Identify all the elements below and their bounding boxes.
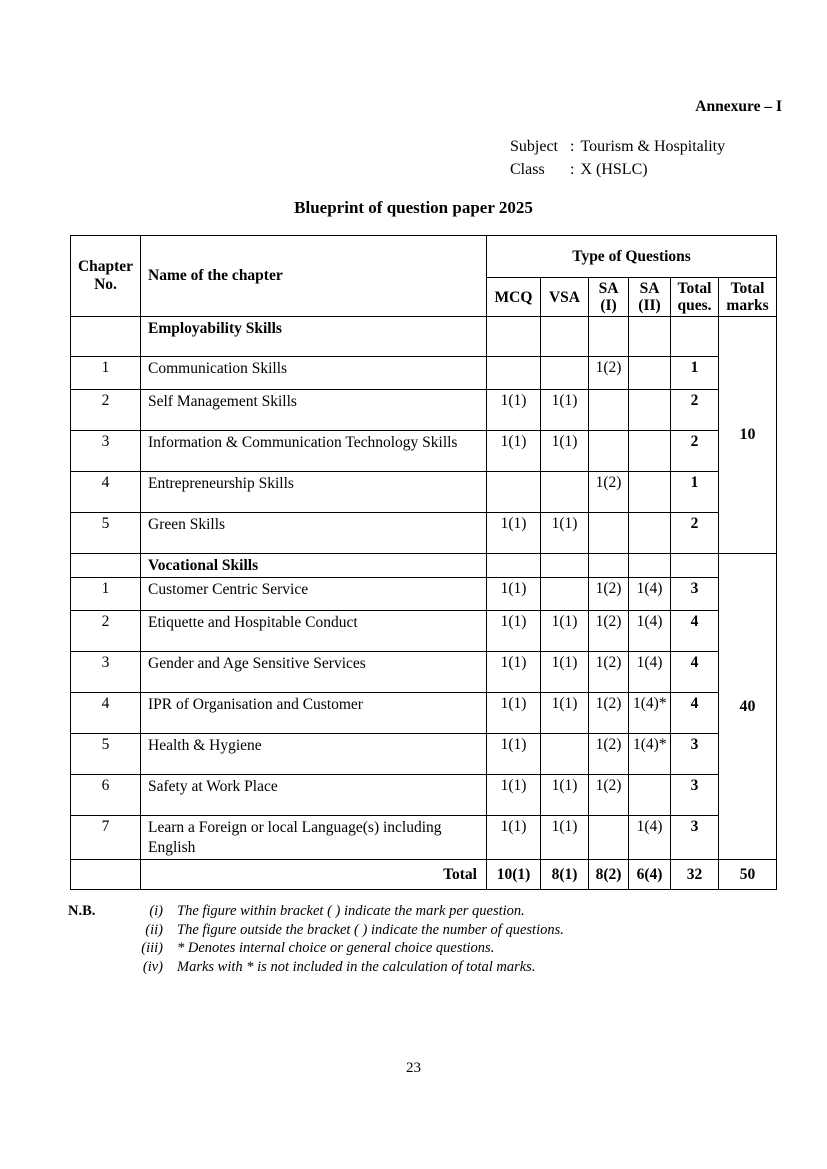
cell-total-ques xyxy=(671,317,719,357)
cell-sa1 xyxy=(589,554,629,578)
cell-vsa: 1(1) xyxy=(541,513,589,554)
header-chapter-no: Chapter No. xyxy=(71,236,141,317)
cell-mcq-total: 10(1) xyxy=(487,860,541,890)
cell-vsa xyxy=(541,734,589,775)
table-row xyxy=(71,390,777,431)
page-number: 23 xyxy=(406,1060,421,1076)
subject-colon: : xyxy=(570,138,575,155)
annexure-label: Annexure – I xyxy=(695,98,782,115)
section-row-vocational xyxy=(71,554,777,578)
cell-chapter-no: 4 xyxy=(71,472,141,513)
cell-vsa xyxy=(541,578,589,611)
cell-sa1: 1(2) xyxy=(589,357,629,390)
cell-chapter-no xyxy=(71,860,141,890)
section-row-employability xyxy=(71,317,777,357)
cell-mcq xyxy=(487,472,541,513)
cell-chapter-name: Etiquette and Hospitable Conduct xyxy=(141,611,487,652)
cell-vsa: 1(1) xyxy=(541,611,589,652)
table-row xyxy=(71,652,777,693)
cell-mcq: 1(1) xyxy=(487,775,541,816)
cell-total-ques: 3 xyxy=(671,734,719,775)
cell-sa2 xyxy=(629,357,671,390)
cell-vsa xyxy=(541,317,589,357)
cell-vsa xyxy=(541,554,589,578)
table-row xyxy=(71,611,777,652)
cell-sa1 xyxy=(589,513,629,554)
cell-chapter-no xyxy=(71,317,141,357)
cell-mcq xyxy=(487,554,541,578)
cell-chapter-no: 2 xyxy=(71,611,141,652)
cell-chapter-name: Entrepreneurship Skills xyxy=(141,472,487,513)
note-number: (iv) xyxy=(142,959,163,976)
table-total-row xyxy=(71,860,777,890)
class-label: Class xyxy=(510,160,545,178)
cell-sa2 xyxy=(629,431,671,472)
table-row xyxy=(71,472,777,513)
cell-sa1: 1(2) xyxy=(589,578,629,611)
notes-section xyxy=(68,903,708,978)
cell-sa1 xyxy=(589,317,629,357)
cell-sa2: 1(4) xyxy=(629,652,671,693)
cell-sa1: 1(2) xyxy=(589,734,629,775)
cell-total-ques-total: 32 xyxy=(671,860,719,890)
note-text: The figure within bracket ( ) indicate the mark per question. xyxy=(177,903,525,919)
cell-sa2 xyxy=(629,472,671,513)
cell-sa2 xyxy=(629,317,671,357)
cell-total-ques: 3 xyxy=(671,775,719,816)
table-row xyxy=(71,775,777,816)
header-sa2: SA (II) xyxy=(629,278,671,317)
cell-mcq: 1(1) xyxy=(487,816,541,860)
cell-chapter-no: 7 xyxy=(71,816,141,860)
cell-vsa: 1(1) xyxy=(541,693,589,734)
cell-total-ques: 4 xyxy=(671,611,719,652)
cell-mcq: 1(1) xyxy=(487,693,541,734)
cell-chapter-no: 5 xyxy=(71,734,141,775)
cell-chapter-name: Green Skills xyxy=(141,513,487,554)
table-header-row-1 xyxy=(71,236,777,278)
cell-total-ques: 4 xyxy=(671,652,719,693)
table-row xyxy=(71,693,777,734)
subject-class-block xyxy=(510,136,725,181)
cell-sa2: 1(4)* xyxy=(629,693,671,734)
cell-mcq: 1(1) xyxy=(487,652,541,693)
cell-total-ques: 3 xyxy=(671,578,719,611)
cell-mcq: 1(1) xyxy=(487,513,541,554)
note-text: * Denotes internal choice or general choice questions. xyxy=(177,940,495,957)
cell-section-total-marks: 10 xyxy=(719,317,777,554)
cell-chapter-no xyxy=(71,554,141,578)
cell-vsa xyxy=(541,472,589,513)
cell-sa1: 1(2) xyxy=(589,611,629,652)
cell-chapter-no: 3 xyxy=(71,652,141,693)
cell-chapter-no: 3 xyxy=(71,431,141,472)
cell-chapter-no: 2 xyxy=(71,390,141,431)
cell-vsa: 1(1) xyxy=(541,431,589,472)
cell-chapter-name: Learn a Foreign or local Language(s) including English xyxy=(141,816,487,860)
cell-section-total-marks: 40 xyxy=(719,554,777,860)
cell-mcq xyxy=(487,317,541,357)
note-item xyxy=(68,903,708,921)
cell-chapter-name: Customer Centric Service xyxy=(141,578,487,611)
cell-total-ques: 4 xyxy=(671,693,719,734)
cell-sa1 xyxy=(589,390,629,431)
cell-sa2: 1(4)* xyxy=(629,734,671,775)
class-line xyxy=(510,159,725,182)
nb-spacer xyxy=(68,959,125,977)
cell-sa2: 1(4) xyxy=(629,816,671,860)
cell-chapter-name: Self Management Skills xyxy=(141,390,487,431)
cell-sa1: 1(2) xyxy=(589,652,629,693)
header-vsa: VSA xyxy=(541,278,589,317)
cell-chapter-name: Health & Hygiene xyxy=(141,734,487,775)
blueprint-table xyxy=(70,235,777,890)
cell-sa1: 1(2) xyxy=(589,472,629,513)
cell-chapter-name: Safety at Work Place xyxy=(141,775,487,816)
section-title: Employability Skills xyxy=(141,317,487,357)
cell-total-ques: 1 xyxy=(671,357,719,390)
cell-chapter-no: 4 xyxy=(71,693,141,734)
cell-sa1-total: 8(2) xyxy=(589,860,629,890)
table-row xyxy=(71,578,777,611)
cell-vsa-total: 8(1) xyxy=(541,860,589,890)
cell-mcq: 1(1) xyxy=(487,431,541,472)
note-number: (ii) xyxy=(145,921,163,938)
page-title: Blueprint of question paper 2025 xyxy=(294,198,533,217)
cell-total-ques: 2 xyxy=(671,431,719,472)
cell-vsa: 1(1) xyxy=(541,775,589,816)
subject-label: Subject xyxy=(510,138,558,155)
note-number: (iii) xyxy=(141,940,163,957)
cell-sa2: 1(4) xyxy=(629,611,671,652)
cell-sa2-total: 6(4) xyxy=(629,860,671,890)
class-colon: : xyxy=(570,160,575,178)
nb-spacer xyxy=(68,922,125,940)
cell-chapter-name: Gender and Age Sensitive Services xyxy=(141,652,487,693)
cell-sa1 xyxy=(589,816,629,860)
header-total-ques: Total ques. xyxy=(671,278,719,317)
header-chapter-name: Name of the chapter xyxy=(141,236,487,317)
table-row xyxy=(71,431,777,472)
cell-chapter-name: IPR of Organisation and Customer xyxy=(141,693,487,734)
note-item xyxy=(68,922,708,940)
cell-sa1 xyxy=(589,431,629,472)
header-sa1: SA (I) xyxy=(589,278,629,317)
header-total-marks: Total marks xyxy=(719,278,777,317)
cell-sa1: 1(2) xyxy=(589,693,629,734)
cell-sa2 xyxy=(629,390,671,431)
cell-vsa: 1(1) xyxy=(541,816,589,860)
subject-value: Tourism & Hospitality xyxy=(580,138,726,155)
cell-mcq: 1(1) xyxy=(487,611,541,652)
subject-line xyxy=(510,136,725,159)
table-row xyxy=(71,816,777,860)
cell-total-ques: 1 xyxy=(671,472,719,513)
cell-total-ques: 2 xyxy=(671,390,719,431)
note-number: (i) xyxy=(149,903,163,919)
cell-mcq: 1(1) xyxy=(487,390,541,431)
table-row xyxy=(71,357,777,390)
cell-chapter-name: Information & Communication Technology Skills xyxy=(141,431,487,472)
cell-mcq: 1(1) xyxy=(487,578,541,611)
cell-sa1: 1(2) xyxy=(589,775,629,816)
cell-chapter-no: 6 xyxy=(71,775,141,816)
class-value: X (HSLC) xyxy=(580,160,648,178)
cell-mcq: 1(1) xyxy=(487,734,541,775)
cell-vsa xyxy=(541,357,589,390)
header-type-of-questions: Type of Questions xyxy=(487,236,777,278)
cell-sa2 xyxy=(629,775,671,816)
total-label: Total xyxy=(141,860,487,890)
cell-vsa: 1(1) xyxy=(541,652,589,693)
table-row xyxy=(71,734,777,775)
note-item xyxy=(68,959,708,977)
note-item xyxy=(68,940,708,958)
note-text: Marks with * is not included in the calculation of total marks. xyxy=(177,959,536,976)
cell-chapter-no: 5 xyxy=(71,513,141,554)
nb-label: N.B. xyxy=(68,903,96,919)
cell-chapter-no: 1 xyxy=(71,578,141,611)
nb-spacer xyxy=(68,940,125,958)
cell-sa2: 1(4) xyxy=(629,578,671,611)
cell-total-ques: 2 xyxy=(671,513,719,554)
section-title: Vocational Skills xyxy=(141,554,487,578)
cell-chapter-name: Communication Skills xyxy=(141,357,487,390)
header-mcq: MCQ xyxy=(487,278,541,317)
cell-vsa: 1(1) xyxy=(541,390,589,431)
cell-mcq xyxy=(487,357,541,390)
cell-total-ques: 3 xyxy=(671,816,719,860)
table-row xyxy=(71,513,777,554)
cell-chapter-no: 1 xyxy=(71,357,141,390)
cell-sa2 xyxy=(629,554,671,578)
cell-total-marks-total: 50 xyxy=(719,860,777,890)
cell-total-ques xyxy=(671,554,719,578)
cell-sa2 xyxy=(629,513,671,554)
note-text: The figure outside the bracket ( ) indicate the number of questions. xyxy=(177,921,564,938)
